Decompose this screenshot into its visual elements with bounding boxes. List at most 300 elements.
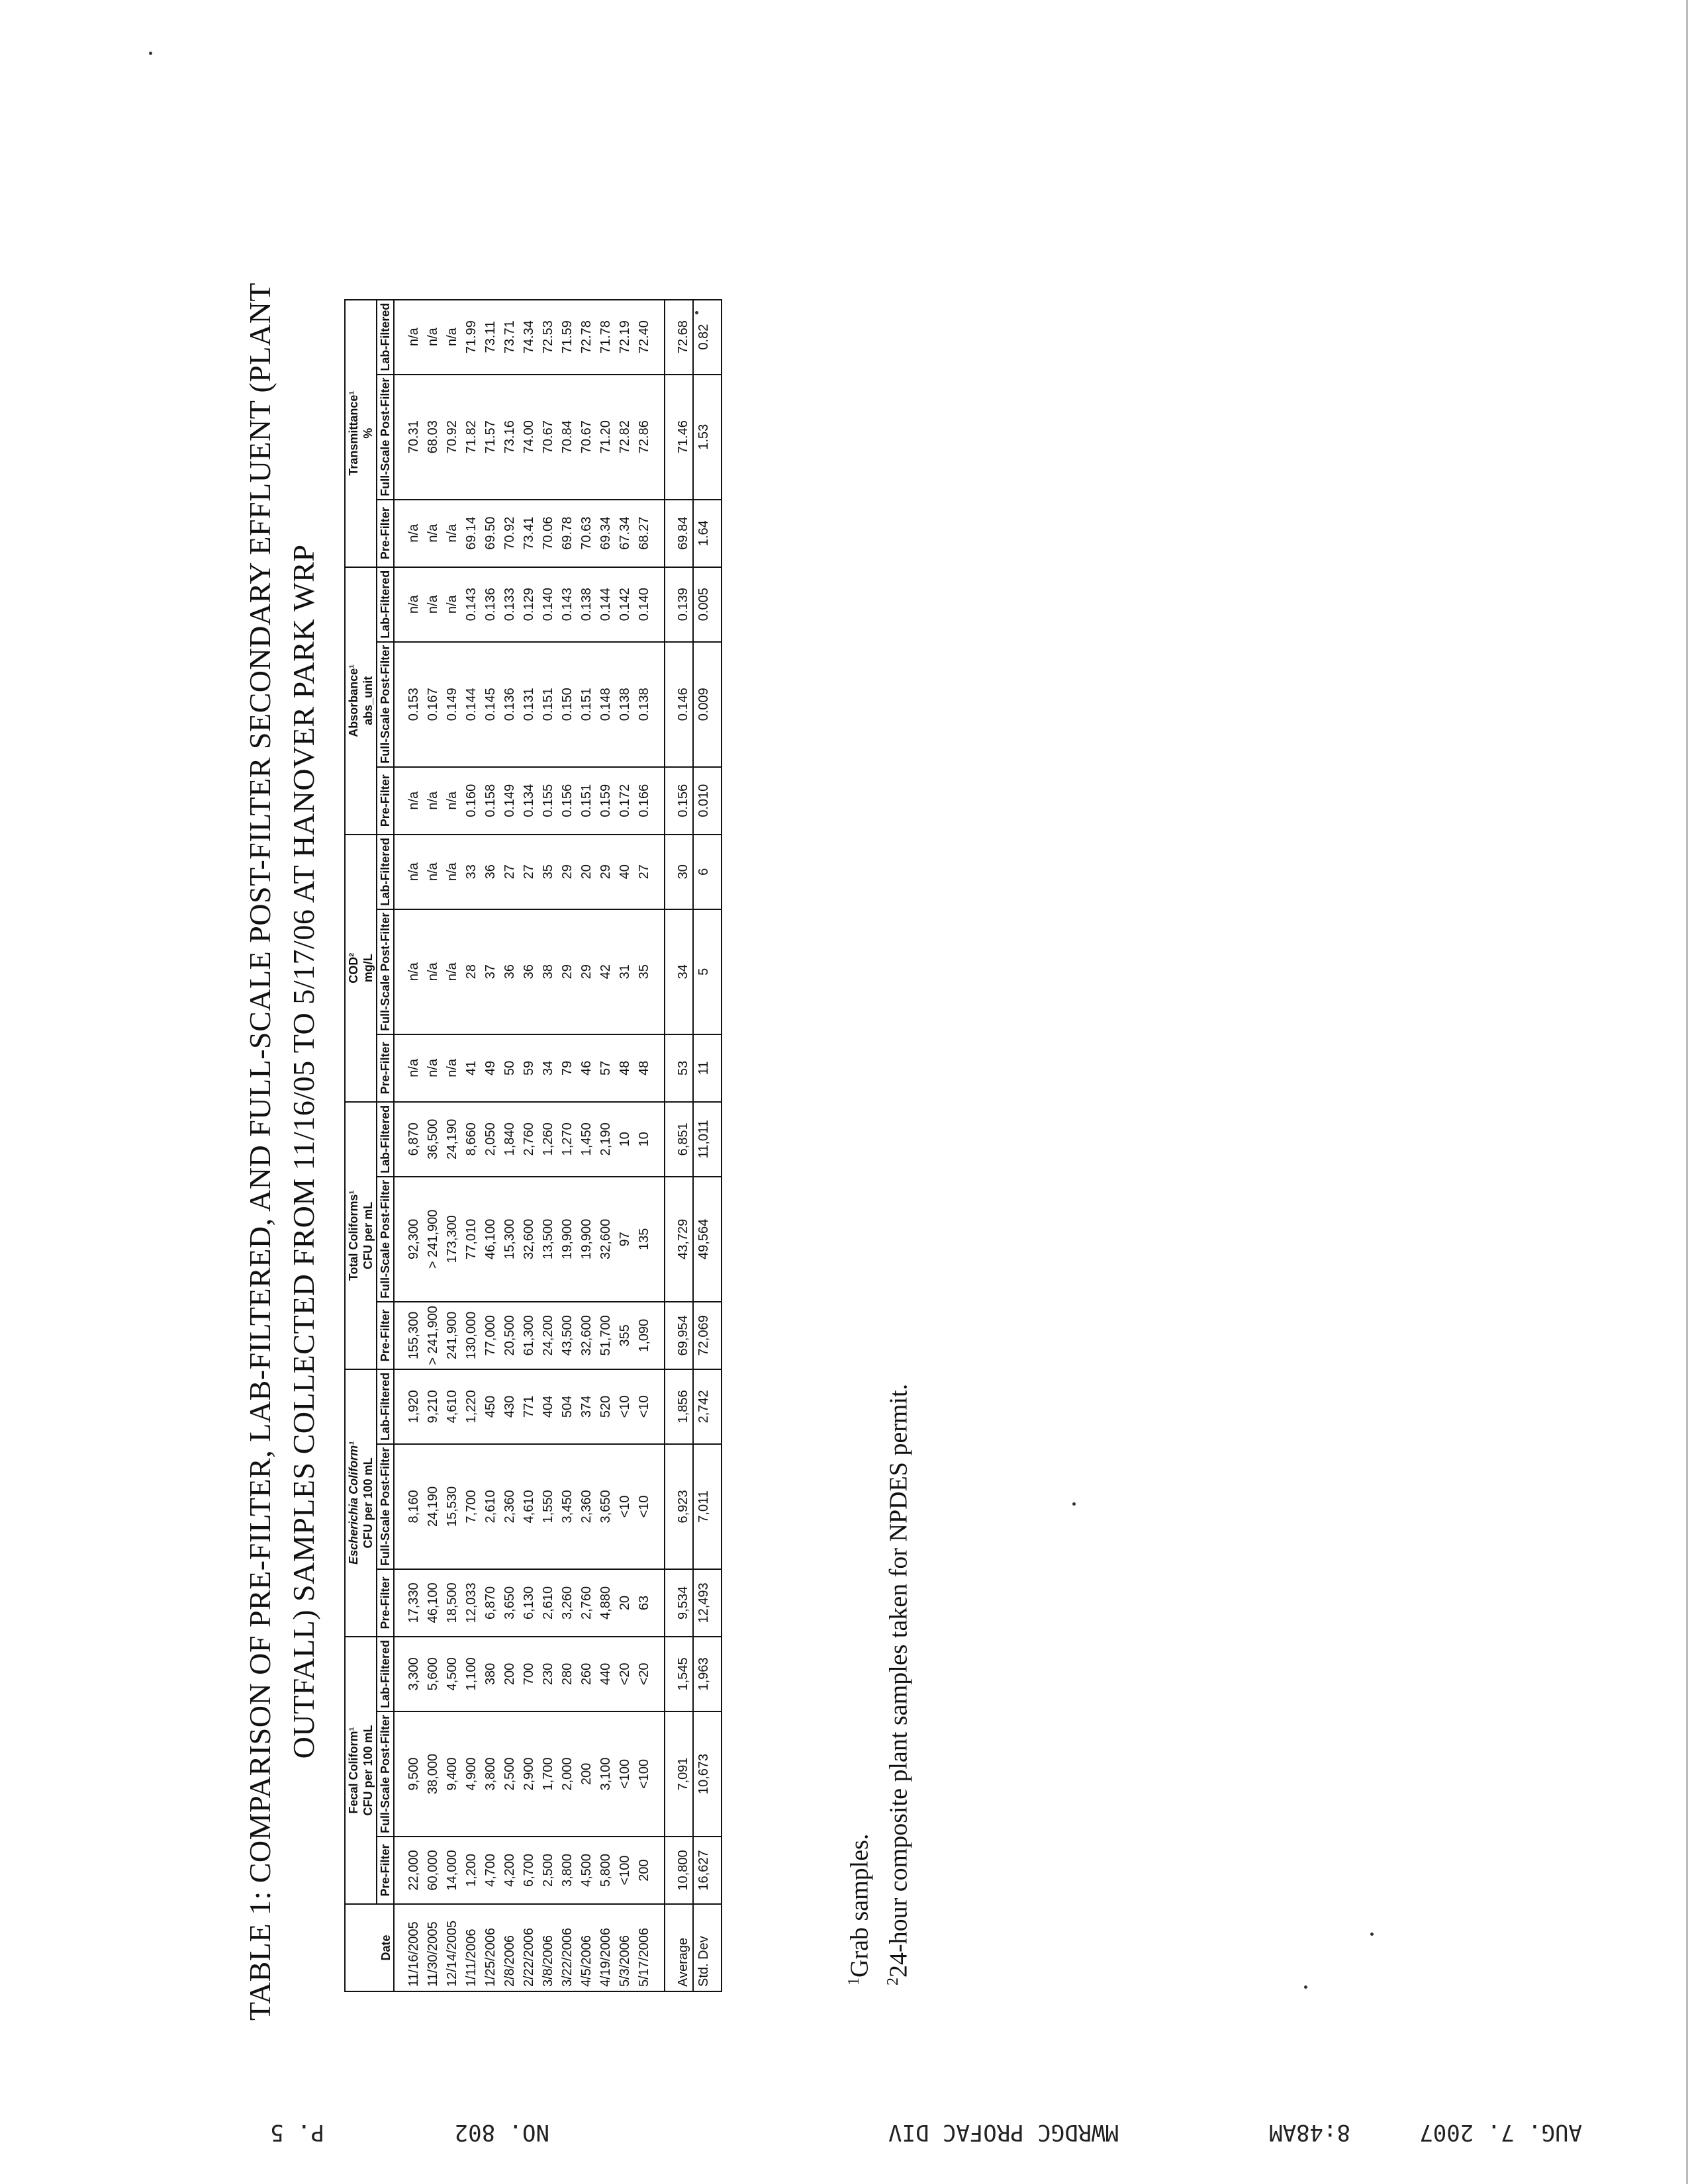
- column-subheader: Lab-Filtered: [377, 1102, 394, 1177]
- table-cell: 0.140: [538, 567, 557, 642]
- table-cell: 0.149: [442, 642, 461, 767]
- table-cell: 32,600: [577, 1302, 596, 1369]
- table-cell: n/a: [442, 1034, 461, 1102]
- table-cell: 9,500: [394, 1711, 423, 1837]
- table-cell: 36: [519, 909, 538, 1034]
- cell-date: 12/14/2005: [442, 1904, 461, 1991]
- table-cell: 36: [481, 835, 500, 909]
- table-cell: 70.63: [577, 500, 596, 567]
- table-cell: 19,900: [557, 1177, 577, 1302]
- table-cell: 70.92: [442, 375, 461, 500]
- table-cell: 27: [500, 835, 519, 909]
- table-cell: 70.67: [577, 375, 596, 500]
- summary-cell: 30: [665, 835, 693, 909]
- table-cell: 72.78: [577, 300, 596, 375]
- cell-date: 11/30/2005: [423, 1904, 442, 1991]
- column-subheader: Full-Scale Post-Filter: [377, 1444, 394, 1569]
- table-cell: 3,260: [557, 1569, 577, 1637]
- table-cell: n/a: [442, 500, 461, 567]
- table-cell: 51,700: [596, 1302, 615, 1369]
- table-cell: 1,100: [461, 1637, 481, 1711]
- table-cell: 14,000: [442, 1837, 461, 1904]
- summary-cell: 7,011: [693, 1444, 722, 1569]
- table-cell: 280: [557, 1637, 577, 1711]
- table-cell: 2,050: [481, 1102, 500, 1177]
- table-cell: <20: [615, 1637, 634, 1711]
- table-cell: 6,870: [394, 1102, 423, 1177]
- table-cell: 5,800: [596, 1837, 615, 1904]
- column-subheader: Pre-Filter: [377, 767, 394, 835]
- table-cell: 3,300: [394, 1637, 423, 1711]
- table-cell: 73.71: [500, 300, 519, 375]
- table-cell: 5,600: [423, 1637, 442, 1711]
- table-cell: 24,190: [423, 1444, 442, 1569]
- summary-rows: [665, 300, 722, 1991]
- table-cell: 20: [615, 1569, 634, 1637]
- table-cell: 72.19: [615, 300, 634, 375]
- table-cell: 60,000: [423, 1837, 442, 1904]
- table-cell: 404: [538, 1369, 557, 1444]
- table-row: [634, 300, 665, 1991]
- cell-date: 4/5/2006: [577, 1904, 596, 1991]
- table-cell: n/a: [394, 567, 423, 642]
- table-cell: 241,900: [442, 1302, 461, 1369]
- table-row: [577, 300, 596, 1991]
- summary-cell: 72.68: [665, 300, 693, 375]
- column-subheader: Lab-Filtered: [377, 300, 394, 375]
- table-row: [500, 300, 519, 1991]
- column-subheader: Pre-Filter: [377, 1302, 394, 1369]
- table-cell: 13,500: [538, 1177, 557, 1302]
- table-cell: 10: [634, 1102, 665, 1177]
- table-cell: 4,610: [442, 1369, 461, 1444]
- table-cell: n/a: [442, 300, 461, 375]
- table-cell: 67.34: [615, 500, 634, 567]
- footnote-2: $^2$24-hour composite plant samples taken for NPDES permit.: [884, 1383, 913, 1985]
- table-title-line-2: OUTFALL) SAMPLES COLLECTED FROM 11/16/05 TO 5/17/06 AT HANOVER PARK WRP: [287, 544, 320, 1759]
- table-cell: 69.34: [596, 500, 615, 567]
- cell-summary-label: Average: [665, 1904, 693, 1991]
- table-cell: 36: [500, 909, 519, 1034]
- table-cell: n/a: [423, 1034, 442, 1102]
- table-cell: 20,500: [500, 1302, 519, 1369]
- table-cell: 1,920: [394, 1369, 423, 1444]
- table-cell: 520: [596, 1369, 615, 1444]
- summary-row: [665, 300, 693, 1991]
- column-header-date: Date: [345, 1904, 394, 1991]
- table-row: [538, 300, 557, 1991]
- table-cell: 3,100: [596, 1711, 615, 1837]
- table-cell: 2,360: [577, 1444, 596, 1569]
- table-cell: 77,010: [461, 1177, 481, 1302]
- table-row: [461, 300, 481, 1991]
- table-cell: 0.138: [577, 567, 596, 642]
- table-cell: 3,800: [557, 1837, 577, 1904]
- table-cell: 70.67: [538, 375, 557, 500]
- summary-cell: 43,729: [665, 1177, 693, 1302]
- table-cell: 1,200: [461, 1837, 481, 1904]
- table-cell: 10: [615, 1102, 634, 1177]
- column-group-fecal: Fecal Coliform¹ CFU per 100 mL: [345, 1637, 377, 1904]
- table-cell: 63: [634, 1569, 665, 1637]
- table-cell: 68.27: [634, 500, 665, 567]
- subheader-row: [377, 300, 394, 1991]
- table-cell: 32,600: [519, 1177, 538, 1302]
- summary-cell: 1,856: [665, 1369, 693, 1444]
- table-cell: n/a: [442, 909, 461, 1034]
- column-subheader: Pre-Filter: [377, 500, 394, 567]
- table-cell: 130,000: [461, 1302, 481, 1369]
- column-subheader: Full-Scale Post-Filter: [377, 1177, 394, 1302]
- table-cell: 77,000: [481, 1302, 500, 1369]
- summary-cell: 0.82: [693, 300, 722, 375]
- table-cell: 200: [634, 1837, 665, 1904]
- table-cell: 22,000: [394, 1837, 423, 1904]
- table-cell: 4,880: [596, 1569, 615, 1637]
- data-rows: [394, 300, 665, 1991]
- table-cell: 40: [615, 835, 634, 909]
- table-cell: 0.143: [461, 567, 481, 642]
- table-cell: 37: [481, 909, 500, 1034]
- table-cell: 74.00: [519, 375, 538, 500]
- summary-cell: 71.46: [665, 375, 693, 500]
- table-cell: 440: [596, 1637, 615, 1711]
- table-cell: 70.31: [394, 375, 423, 500]
- table-cell: 71.78: [596, 300, 615, 375]
- table-cell: 2,610: [538, 1569, 557, 1637]
- table-cell: n/a: [394, 500, 423, 567]
- table-cell: <100: [634, 1711, 665, 1837]
- summary-cell: 11: [693, 1034, 722, 1102]
- table-cell: 73.16: [500, 375, 519, 500]
- table-cell: 48: [615, 1034, 634, 1102]
- table-cell: 3,800: [481, 1711, 500, 1837]
- scan-speck: [1304, 1985, 1307, 1989]
- summary-cell: 1.64: [693, 500, 722, 567]
- cell-date: 3/22/2006: [557, 1904, 577, 1991]
- table-cell: 46: [577, 1034, 596, 1102]
- column-subheader: Full-Scale Post-Filter: [377, 642, 394, 767]
- column-subheader: Lab-Filtered: [377, 1637, 394, 1711]
- table-cell: n/a: [442, 567, 461, 642]
- table-cell: 0.151: [577, 767, 596, 835]
- table-cell: 9,210: [423, 1369, 442, 1444]
- table-cell: 4,610: [519, 1444, 538, 1569]
- summary-row: [693, 300, 722, 1991]
- scan-speck: [695, 311, 698, 314]
- table-cell: 0.133: [500, 567, 519, 642]
- column-subheader: Lab-Filtered: [377, 567, 394, 642]
- table-cell: 29: [577, 909, 596, 1034]
- table-cell: 430: [500, 1369, 519, 1444]
- table-cell: 374: [577, 1369, 596, 1444]
- summary-cell: 6,923: [665, 1444, 693, 1569]
- summary-cell: 7,091: [665, 1711, 693, 1837]
- table-cell: 24,200: [538, 1302, 557, 1369]
- table-cell: 6,870: [481, 1569, 500, 1637]
- table-cell: 2,190: [596, 1102, 615, 1177]
- cell-date: 1/25/2006: [481, 1904, 500, 1991]
- summary-cell: 2,742: [693, 1369, 722, 1444]
- column-subheader: Lab-Filtered: [377, 1369, 394, 1444]
- table-cell: 69.78: [557, 500, 577, 567]
- table-cell: 38: [538, 909, 557, 1034]
- table-cell: 1,840: [500, 1102, 519, 1177]
- table-cell: 3,650: [596, 1444, 615, 1569]
- summary-cell: 69.84: [665, 500, 693, 567]
- table-cell: n/a: [394, 909, 423, 1034]
- summary-cell: 53: [665, 1034, 693, 1102]
- table-cell: 0.142: [615, 567, 634, 642]
- summary-cell: 9,534: [665, 1569, 693, 1637]
- table-cell: 2,000: [557, 1711, 577, 1837]
- column-subheader: Lab-Filtered: [377, 835, 394, 909]
- summary-cell: 12,493: [693, 1569, 722, 1637]
- table-cell: 72.53: [538, 300, 557, 375]
- table-cell: 8,160: [394, 1444, 423, 1569]
- table-title-line-1: TABLE 1: COMPARISON OF PRE-FILTER, LAB-FILTERED, AND FULL-SCALE POST-FILTER SECONDARY EFFLUENT (PLANT: [243, 282, 277, 2021]
- table-cell: 71.59: [557, 300, 577, 375]
- table-cell: 0.160: [461, 767, 481, 835]
- fax-time: 8:48AM: [1269, 2119, 1350, 2146]
- summary-cell: 16,627: [693, 1837, 722, 1904]
- table-cell: 230: [538, 1637, 557, 1711]
- table-cell: 73.11: [481, 300, 500, 375]
- table-cell: 15,530: [442, 1444, 461, 1569]
- table-cell: 1,700: [538, 1711, 557, 1837]
- cell-date: 5/17/2006: [634, 1904, 665, 1991]
- rotated-page-content: [238, 251, 914, 2038]
- table-cell: 135: [634, 1177, 665, 1302]
- summary-cell: 69,954: [665, 1302, 693, 1369]
- table-cell: 72.86: [634, 375, 665, 500]
- table-cell: 4,500: [577, 1837, 596, 1904]
- table-cell: 35: [634, 909, 665, 1034]
- table-cell: 71.57: [481, 375, 500, 500]
- footnotes: [837, 1384, 915, 1985]
- table-cell: 200: [577, 1711, 596, 1837]
- fax-header: [179, 2111, 1582, 2151]
- table-cell: 73.41: [519, 500, 538, 567]
- table-cell: 2,360: [500, 1444, 519, 1569]
- table-cell: <10: [615, 1369, 634, 1444]
- table-cell: 4,200: [500, 1837, 519, 1904]
- table-cell: 70.84: [557, 375, 577, 500]
- table-cell: 1,090: [634, 1302, 665, 1369]
- table-cell: n/a: [442, 835, 461, 909]
- table-cell: 0.151: [577, 642, 596, 767]
- summary-cell: 0.139: [665, 567, 693, 642]
- table-cell: 0.136: [500, 642, 519, 767]
- table-cell: 771: [519, 1369, 538, 1444]
- summary-cell: 6,851: [665, 1102, 693, 1177]
- table-cell: 72.40: [634, 300, 665, 375]
- table-cell: n/a: [423, 567, 442, 642]
- table-cell: 0.148: [596, 642, 615, 767]
- table-cell: <10: [615, 1444, 634, 1569]
- table-cell: 79: [557, 1034, 577, 1102]
- table-cell: 2,760: [577, 1569, 596, 1637]
- table-cell: <10: [634, 1369, 665, 1444]
- table-cell: 29: [557, 835, 577, 909]
- table-cell: n/a: [442, 767, 461, 835]
- footnote-1: $^1$Grab samples.: [845, 1833, 874, 1985]
- table-cell: 34: [538, 1034, 557, 1102]
- table-cell: 29: [557, 909, 577, 1034]
- table-row: [394, 300, 423, 1991]
- column-subheader: Full-Scale Post-Filter: [377, 375, 394, 500]
- table-cell: 32,600: [596, 1177, 615, 1302]
- table-cell: n/a: [423, 500, 442, 567]
- table-cell: n/a: [423, 909, 442, 1034]
- table-cell: 92,300: [394, 1177, 423, 1302]
- table-cell: 2,500: [538, 1837, 557, 1904]
- table-row: [615, 300, 634, 1991]
- table-cell: 0.136: [481, 567, 500, 642]
- summary-cell: 0.010: [693, 767, 722, 835]
- table-cell: 68.03: [423, 375, 442, 500]
- table-cell: 24,190: [442, 1102, 461, 1177]
- table-cell: 450: [481, 1369, 500, 1444]
- table-row: [423, 300, 442, 1991]
- summary-cell: 34: [665, 909, 693, 1034]
- table-cell: 1,220: [461, 1369, 481, 1444]
- table-cell: 0.156: [557, 767, 577, 835]
- table-cell: 20: [577, 835, 596, 909]
- table-cell: 41: [461, 1034, 481, 1102]
- table-cell: > 241,900: [423, 1302, 442, 1369]
- table-row: [557, 300, 577, 1991]
- table-cell: 2,760: [519, 1102, 538, 1177]
- table-cell: 1,550: [538, 1444, 557, 1569]
- table-cell: 49: [481, 1034, 500, 1102]
- table-cell: 200: [500, 1637, 519, 1711]
- table-cell: 2,610: [481, 1444, 500, 1569]
- column-subheader: Full-Scale Post-Filter: [377, 909, 394, 1034]
- table-cell: 0.131: [519, 642, 538, 767]
- table-cell: 1,260: [538, 1102, 557, 1177]
- table-cell: 57: [596, 1034, 615, 1102]
- table-cell: 12,033: [461, 1569, 481, 1637]
- fax-date: AUG. 7. 2007: [1419, 2119, 1582, 2146]
- table-cell: 9,400: [442, 1711, 461, 1837]
- table-row: [519, 300, 538, 1991]
- cell-date: 4/19/2006: [596, 1904, 615, 1991]
- table-cell: 97: [615, 1177, 634, 1302]
- table-cell: 4,500: [442, 1637, 461, 1711]
- table-cell: 61,300: [519, 1302, 538, 1369]
- cell-date: 2/22/2006: [519, 1904, 538, 1991]
- table-cell: 2,900: [519, 1711, 538, 1837]
- table-cell: 0.138: [615, 642, 634, 767]
- table-cell: 0.140: [634, 567, 665, 642]
- table-cell: 70.06: [538, 500, 557, 567]
- summary-cell: 0.009: [693, 642, 722, 767]
- table-cell: n/a: [423, 835, 442, 909]
- column-group-transmittance: Transmittance¹ %: [345, 300, 377, 567]
- cell-summary-label: Std. Dev: [693, 1904, 722, 1991]
- table-cell: 27: [634, 835, 665, 909]
- table-cell: n/a: [394, 835, 423, 909]
- summary-cell: 11,011: [693, 1102, 722, 1177]
- table-cell: 43,500: [557, 1302, 577, 1369]
- table-cell: 4,900: [461, 1711, 481, 1837]
- table-cell: n/a: [423, 300, 442, 375]
- table-cell: 0.134: [519, 767, 538, 835]
- column-group-total-coliforms: Total Coliforms¹ CFU per mL: [345, 1102, 377, 1369]
- table-cell: 71.99: [461, 300, 481, 375]
- column-subheader: Pre-Filter: [377, 1569, 394, 1637]
- cell-date: 1/11/2006: [461, 1904, 481, 1991]
- summary-cell: 0.146: [665, 642, 693, 767]
- table-cell: 7,700: [461, 1444, 481, 1569]
- table-cell: 0.149: [500, 767, 519, 835]
- table-cell: 74.34: [519, 300, 538, 375]
- table-cell: 8,660: [461, 1102, 481, 1177]
- cell-date: 5/3/2006: [615, 1904, 634, 1991]
- table-cell: 28: [461, 909, 481, 1034]
- table-cell: 0.144: [596, 567, 615, 642]
- summary-cell: 10,800: [665, 1837, 693, 1904]
- table-cell: 18,500: [442, 1569, 461, 1637]
- table-cell: 0.158: [481, 767, 500, 835]
- summary-cell: 5: [693, 909, 722, 1034]
- table-cell: 1,270: [557, 1102, 577, 1177]
- table-cell: 6,130: [519, 1569, 538, 1637]
- table-cell: 0.143: [557, 567, 577, 642]
- table-cell: 69.50: [481, 500, 500, 567]
- summary-cell: 0.005: [693, 567, 722, 642]
- table-cell: 380: [481, 1637, 500, 1711]
- cell-date: 11/16/2005: [394, 1904, 423, 1991]
- table-cell: n/a: [394, 1034, 423, 1102]
- table-cell: 700: [519, 1637, 538, 1711]
- table-cell: 0.155: [538, 767, 557, 835]
- table-cell: 260: [577, 1637, 596, 1711]
- table-cell: 71.20: [596, 375, 615, 500]
- table-cell: n/a: [394, 300, 423, 375]
- table-cell: 71.82: [461, 375, 481, 500]
- cell-date: 3/8/2006: [538, 1904, 557, 1991]
- table-cell: 38,000: [423, 1711, 442, 1837]
- table-cell: 4,700: [481, 1837, 500, 1904]
- table-cell: 17,330: [394, 1569, 423, 1637]
- table-cell: 6,700: [519, 1837, 538, 1904]
- table-cell: 355: [615, 1302, 634, 1369]
- table-cell: 50: [500, 1034, 519, 1102]
- table-row: [442, 300, 461, 1991]
- table-cell: 173,300: [442, 1177, 461, 1302]
- table-cell: <10: [634, 1444, 665, 1569]
- table-cell: 70.92: [500, 500, 519, 567]
- table-cell: <20: [634, 1637, 665, 1711]
- table-row: [481, 300, 500, 1991]
- table-cell: 35: [538, 835, 557, 909]
- table-cell: 48: [634, 1034, 665, 1102]
- table-cell: <100: [615, 1837, 634, 1904]
- table-cell: n/a: [423, 767, 442, 835]
- summary-cell: 1,963: [693, 1637, 722, 1711]
- results-table: [344, 299, 722, 1992]
- table-cell: 1,450: [577, 1102, 596, 1177]
- table-cell: 0.144: [461, 642, 481, 767]
- table-cell: 31: [615, 909, 634, 1034]
- column-subheader: Pre-Filter: [377, 1034, 394, 1102]
- table-cell: 0.166: [634, 767, 665, 835]
- cell-date: 2/8/2006: [500, 1904, 519, 1991]
- fax-page: P. 5: [270, 2119, 324, 2146]
- table-cell: 46,100: [481, 1177, 500, 1302]
